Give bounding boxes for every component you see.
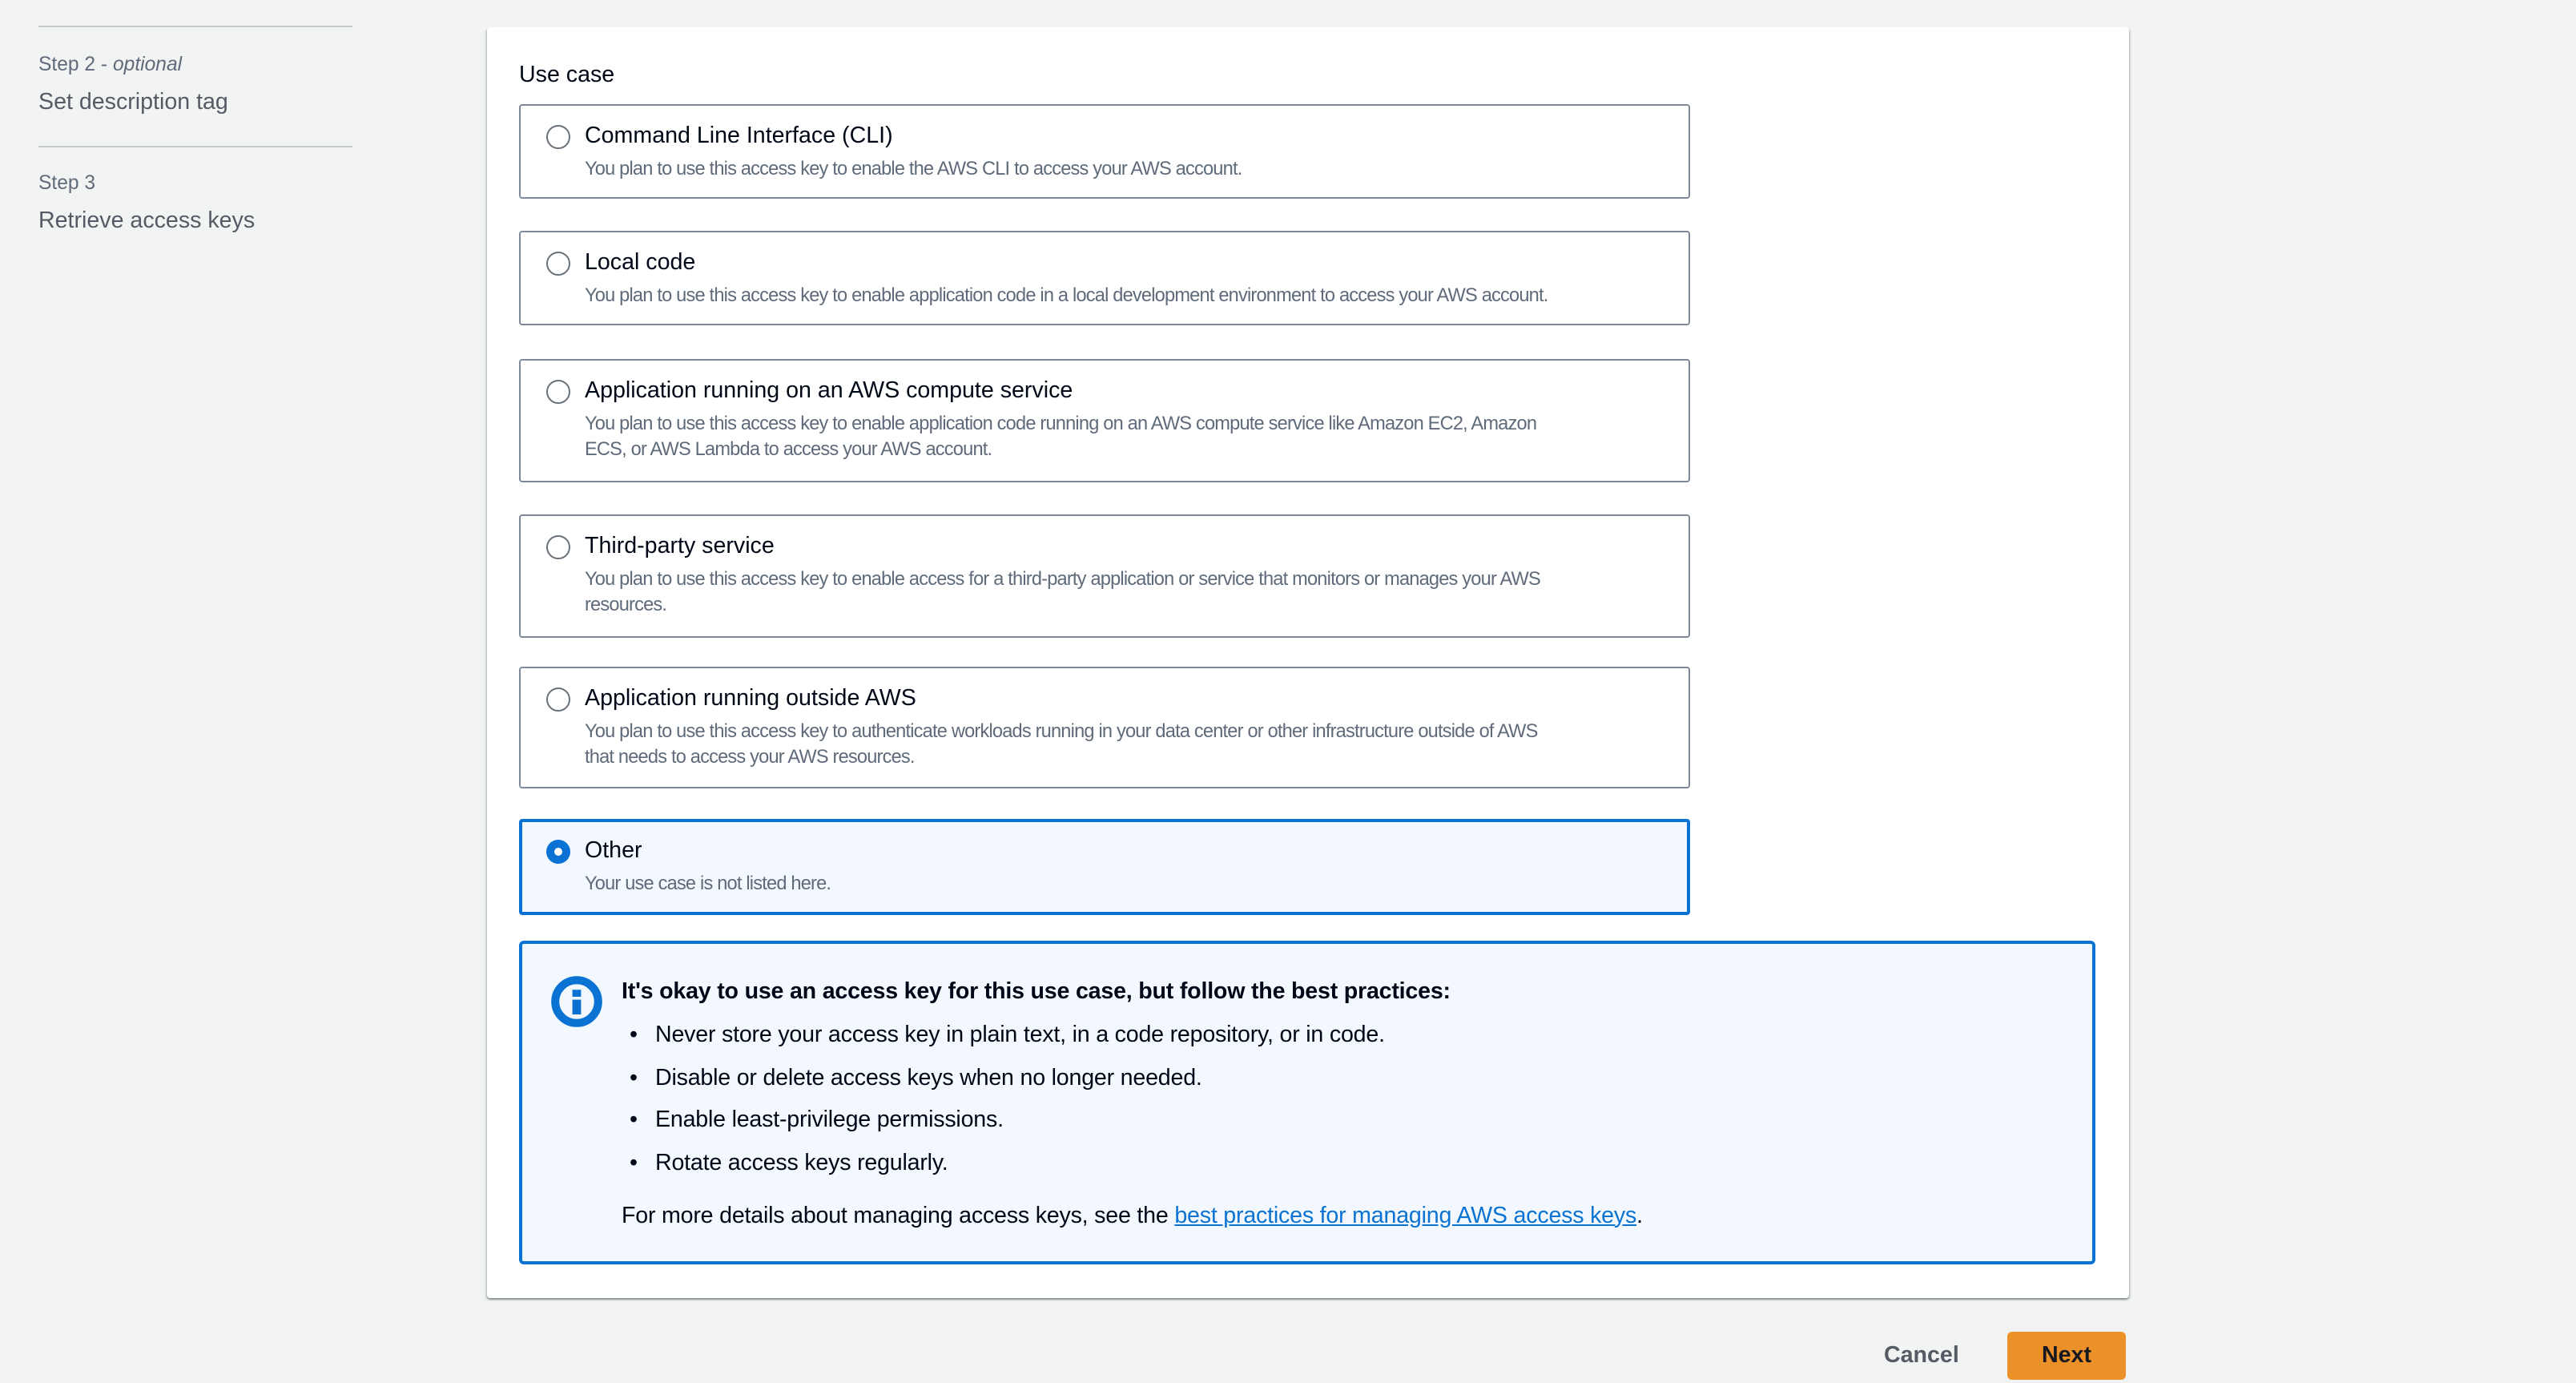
use-case-description: You plan to use this access key to enable access for a third-party application or service that monitors or manages your AWS resources. [585,567,1540,615]
alert-footer-text: For more details about managing access keys, see the best practices for managing AWS access keys. [622,1203,1643,1228]
use-case-option-outside-aws[interactable]: Application running outside AWS You plan to use this access key to authenticate workloads running in your data center or other infrastructure outside of AWS that needs to access your AWS resources. [519,667,1690,788]
use-case-panel [487,27,2129,1298]
divider [38,146,352,147]
use-case-description: You plan to use this access key to enable application code in a local development environment to access your AWS account. [585,284,1548,306]
step-3-label: Step 3 [38,171,96,194]
use-case-description: You plan to use this access key to authenticate workloads running in your data center or other infrastructure outside of AWS that needs to access your AWS resources. [585,720,1538,767]
radio-button-selected-icon[interactable] [546,840,570,864]
alert-content [622,976,2063,1232]
radio-button-icon[interactable] [546,535,570,559]
next-button[interactable]: Next [2007,1332,2126,1380]
cancel-button[interactable]: Cancel [1884,1343,1959,1369]
use-case-option-aws-compute-service[interactable]: Application running on an AWS compute service You plan to use this access key to enable application code running on an AWS compute service like Amazon EC2, Amazon ECS, or AWS Lambda to access your AWS account. [519,359,1690,482]
best-practices-list [622,1019,2063,1179]
use-case-description: You plan to use this access key to enable application code running on an AWS compute service like Amazon EC2, Amazon ECS, or AWS Lambda to access your AWS account. [585,412,1537,459]
use-case-section-title: Use case [519,62,615,88]
alert-title: It's okay to use an access key for this use case, but follow the best practices: [622,979,1451,1005]
radio-button-icon[interactable] [546,125,570,149]
use-case-option-other[interactable]: Other Your use case is not listed here. [519,819,1690,915]
list-item: • Never store your access key in plain text, in a code repository, or in code. [622,1019,2063,1051]
sidebar-item-retrieve-access-keys[interactable]: Retrieve access keys [38,208,256,234]
list-item: • Rotate access keys regularly. [622,1147,2063,1179]
list-item: • Enable least-privilege permissions. [622,1104,2063,1136]
step-2-label: Step 2 - optional [38,53,183,75]
use-case-option-cli[interactable]: Command Line Interface (CLI) You plan to use this access key to enable the AWS CLI to access your AWS account. [519,104,1690,199]
list-item: • Disable or delete access keys when no longer needed. [622,1062,2063,1094]
use-case-option-third-party-service[interactable]: Third-party service You plan to use this access key to enable access for a third-party application or service that monitors or manages your AWS resources. [519,514,1690,638]
divider [38,26,352,27]
use-case-description: You plan to use this access key to enable the AWS CLI to access your AWS account. [585,157,1242,179]
use-case-option-local-code[interactable]: Local code You plan to use this access key to enable application code in a local development environment to access your AWS account. [519,231,1690,325]
sidebar-item-set-description-tag[interactable]: Set description tag [38,90,228,115]
use-case-description: Your use case is not listed here. [585,872,831,894]
best-practices-link[interactable]: best practices for managing AWS access keys [1174,1203,1637,1228]
best-practices-info-alert [519,941,2095,1264]
info-icon [551,976,602,1027]
radio-button-icon[interactable] [546,687,570,712]
radio-button-icon[interactable] [546,252,570,276]
radio-button-icon[interactable] [546,380,570,404]
